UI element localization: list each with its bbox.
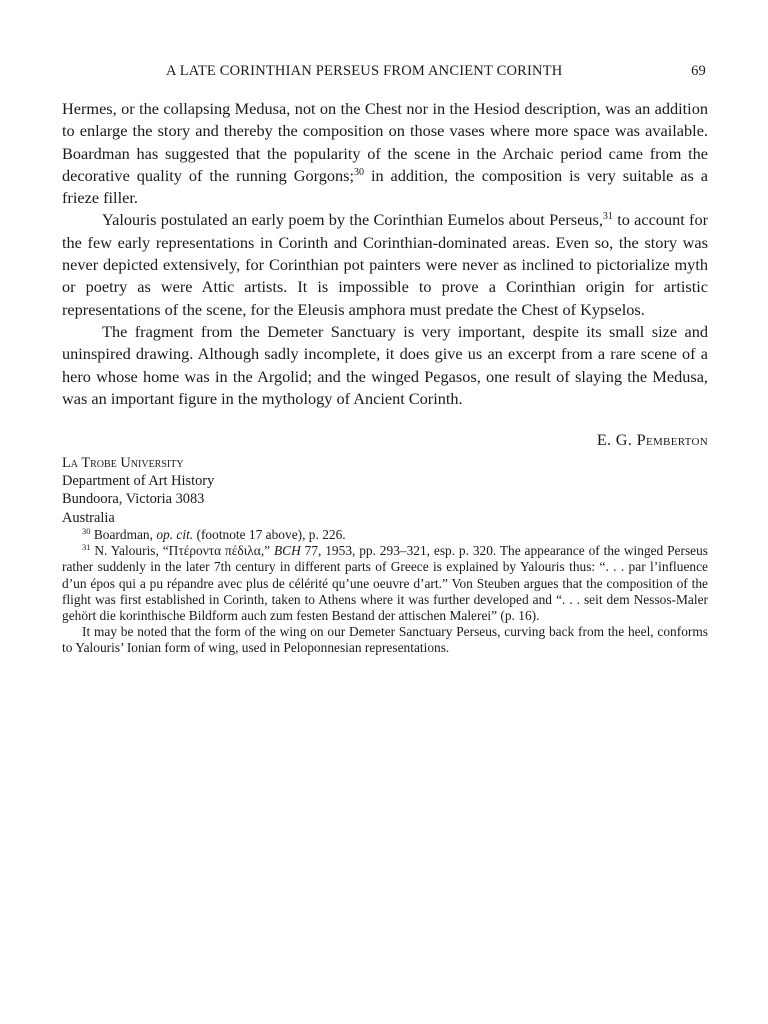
institution: La Trobe University	[62, 455, 184, 471]
author-signature: E. G. Pemberton	[596, 430, 708, 449]
footnotes	[62, 527, 708, 657]
paragraph-1-end: in addition, the composition is very suitable as a frieze filler.	[62, 165, 709, 208]
paragraph-3: The fragment from the Demeter Sanctuary is very important, despite its small size and uninspired drawing. Although sadly incomplete, it does give us an excerpt from a rare scene of a hero whose home was in the Argolid; and the winged Pegasos, one result of slaying the Medusa, was an important figure in the mythology of Ancient Corinth.	[62, 321, 708, 408]
footnote-31-journal: BCH	[273, 543, 301, 559]
footnote-30-italic: op. cit.	[156, 527, 194, 542]
footnote-31	[62, 543, 708, 624]
author-affiliation	[62, 454, 214, 527]
running-head	[62, 63, 708, 83]
body-text	[62, 98, 708, 410]
paragraph-2-text: Yalouris postulated an early poem by the Corinthian Eumelos about Perseus,	[102, 210, 603, 230]
running-title: A LATE CORINTHIAN PERSEUS FROM ANCIENT CORINTH	[166, 63, 563, 79]
footnote-31-text-c: 77, 1953, pp. 293–321, esp. p. 320. The appearance of the winged Perseus rather suddenly in the later 7th century in different parts of Greece is explained by Yalouris thus: “. . . par l’influence d’un épos qui a pu répandre avec plus de célérité qu’une oeuvre d’art.” Von Steuben argues that the composition of the flight was first established in Corinth, taken to Athens where it was further developed and “. . . seit dem Nessos-Maler gehört die korinthische Bildform auch zum festen Bestand der attischen Malerei” (p. 16).	[62, 543, 709, 624]
footnote-ref-30: 30	[354, 166, 365, 178]
page-number: 69	[691, 63, 706, 79]
paragraph-1-text: Hermes, or the collapsing Medusa, not on the Chest nor in the Hesiod description, was an addition to enlarge the story and thereby the composition on those vases where more space was available. Boardman has suggested that the popularity of the scene in the Archaic period came from the decorative quality of the running Gorgons;	[62, 99, 708, 185]
footnote-31-number: 31	[82, 542, 91, 553]
footnote-31-continuation: It may be noted that the form of the wing on our Demeter Sanctuary Perseus, curving back from the heel, conforms to Yalouris’ Ionian form of wing, used in Peloponnesian representations.	[62, 624, 708, 656]
department: Department of Art History	[62, 473, 215, 490]
paragraph-2-end: to account for the few early representations in Corinth and Corinthian-dominated areas. Even so, the story was never depicted extensively, for Corinthian pot painters were never as inclined to pictorialize myth or poetry as were Attic artists. It is impossible to prove a Corinthian origin for artistic representations of the scene, for the Eleusis amphora must predate the Chest of Kypselos.	[62, 210, 709, 319]
city: Bundoora, Victoria 3083	[62, 491, 205, 508]
footnote-31-greek: Πτέροντα πέδιλα	[168, 543, 261, 559]
paragraph-1	[62, 98, 708, 209]
footnote-31-text-a: N. Yalouris, “	[90, 543, 169, 559]
footnote-ref-31: 31	[602, 211, 613, 223]
paragraph-2	[62, 209, 708, 320]
country: Australia	[62, 509, 115, 526]
footnote-30-number: 30	[82, 526, 91, 536]
footnote-30-text-a: Boardman,	[90, 527, 157, 542]
footnote-31-text-b: ,”	[260, 543, 274, 559]
footnote-30-text-b: (footnote 17 above), p. 226.	[193, 527, 346, 542]
footnote-30	[62, 527, 708, 543]
